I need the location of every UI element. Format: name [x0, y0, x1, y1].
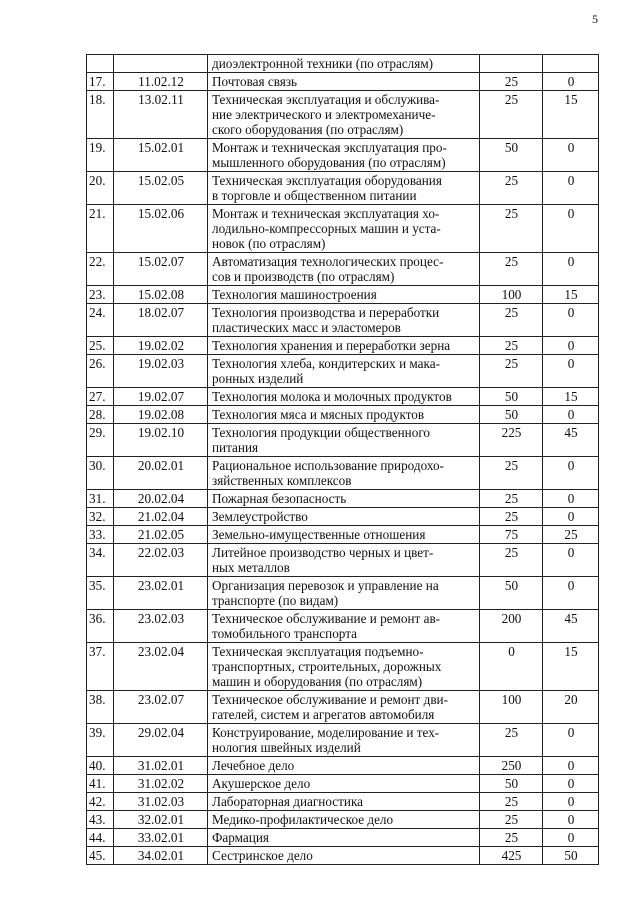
specialty-name: Организация перевозок и управление на транспорте (по видам): [208, 577, 480, 610]
row-number: 32.: [87, 508, 114, 526]
quota-value-secondary: 0: [543, 406, 599, 424]
row-number: 35.: [87, 577, 114, 610]
specialty-name: Медико-профилактическое дело: [208, 811, 480, 829]
row-number: 38.: [87, 691, 114, 724]
specialty-code: 31.02.03: [114, 793, 208, 811]
specialty-code: 29.02.04: [114, 724, 208, 757]
specialty-name: Техническое обслуживание и ремонт ав- томобильного транспорта: [208, 610, 480, 643]
specialty-name: Почтовая связь: [208, 73, 480, 91]
table-row: [87, 508, 599, 526]
quota-value: 25: [480, 544, 543, 577]
row-number: 36.: [87, 610, 114, 643]
quota-value-secondary: 45: [543, 424, 599, 457]
specialty-name: Фармация: [208, 829, 480, 847]
row-number: 44.: [87, 829, 114, 847]
specialty-code: 32.02.01: [114, 811, 208, 829]
quota-value-secondary: 0: [543, 490, 599, 508]
row-number: 30.: [87, 457, 114, 490]
quota-value: [480, 55, 543, 73]
table-row: [87, 643, 599, 691]
quota-value: 50: [480, 775, 543, 793]
quota-value-secondary: 0: [543, 544, 599, 577]
quota-value-secondary: 0: [543, 457, 599, 490]
row-number: 26.: [87, 355, 114, 388]
table-row: [87, 793, 599, 811]
quota-value: 25: [480, 253, 543, 286]
quota-value-secondary: 50: [543, 847, 599, 865]
specialties-table: [86, 54, 599, 865]
specialty-code: 19.02.02: [114, 337, 208, 355]
quota-value: 25: [480, 811, 543, 829]
specialty-code: 19.02.10: [114, 424, 208, 457]
quota-value: 100: [480, 691, 543, 724]
page-number: 5: [592, 12, 598, 26]
quota-value: 25: [480, 205, 543, 253]
quota-value: 50: [480, 139, 543, 172]
quota-value-secondary: 0: [543, 724, 599, 757]
quota-value-secondary: 0: [543, 577, 599, 610]
row-number: 17.: [87, 73, 114, 91]
quota-value-secondary: 0: [543, 775, 599, 793]
specialty-code: 18.02.07: [114, 304, 208, 337]
quota-value: 425: [480, 847, 543, 865]
quota-value-secondary: 0: [543, 793, 599, 811]
specialty-name: Технология производства и переработки пластических масс и эластомеров: [208, 304, 480, 337]
table-row: [87, 337, 599, 355]
specialty-code: 22.02.03: [114, 544, 208, 577]
specialty-code: [114, 55, 208, 73]
quota-value: 200: [480, 610, 543, 643]
row-number: 27.: [87, 388, 114, 406]
specialty-name: Лабораторная диагностика: [208, 793, 480, 811]
specialty-name: Монтаж и техническая эксплуатация про- мышленного оборудования (по отраслям): [208, 139, 480, 172]
specialty-name: Техническое обслуживание и ремонт дви- гателей, систем и агрегатов автомобиля: [208, 691, 480, 724]
specialty-name: диоэлектронной техники (по отраслям): [208, 55, 480, 73]
quota-value: 25: [480, 91, 543, 139]
quota-value-secondary: 25: [543, 526, 599, 544]
specialty-code: 13.02.11: [114, 91, 208, 139]
table-row: [87, 205, 599, 253]
specialty-name: Автоматизация технологических процес- сов и производств (по отраслям): [208, 253, 480, 286]
table-row: [87, 829, 599, 847]
specialty-code: 33.02.01: [114, 829, 208, 847]
quota-value-secondary: 15: [543, 91, 599, 139]
quota-value-secondary: 0: [543, 304, 599, 337]
table-row: [87, 73, 599, 91]
specialty-name: Акушерское дело: [208, 775, 480, 793]
specialty-name: Монтаж и техническая эксплуатация хо- лодильно-компрессорных машин и уста- новок (по отраслям): [208, 205, 480, 253]
row-number: 25.: [87, 337, 114, 355]
quota-value-secondary: [543, 55, 599, 73]
row-number: 18.: [87, 91, 114, 139]
specialty-name: Технология мяса и мясных продуктов: [208, 406, 480, 424]
specialty-code: 11.02.12: [114, 73, 208, 91]
table-row: [87, 577, 599, 610]
specialty-name: Техническая эксплуатация оборудования в торговле и общественном питании: [208, 172, 480, 205]
specialty-code: 23.02.03: [114, 610, 208, 643]
specialty-code: 21.02.05: [114, 526, 208, 544]
quota-value: 25: [480, 172, 543, 205]
specialty-name: Пожарная безопасность: [208, 490, 480, 508]
table-row: [87, 139, 599, 172]
row-number: 41.: [87, 775, 114, 793]
specialty-code: 15.02.08: [114, 286, 208, 304]
specialty-code: 34.02.01: [114, 847, 208, 865]
quota-value-secondary: 0: [543, 172, 599, 205]
specialty-code: 21.02.04: [114, 508, 208, 526]
specialty-code: 15.02.05: [114, 172, 208, 205]
specialty-code: 15.02.06: [114, 205, 208, 253]
specialty-code: 23.02.01: [114, 577, 208, 610]
quota-value: 25: [480, 355, 543, 388]
table-row: [87, 775, 599, 793]
row-number: 21.: [87, 205, 114, 253]
quota-value-secondary: 20: [543, 691, 599, 724]
quota-value-secondary: 45: [543, 610, 599, 643]
quota-value-secondary: 0: [543, 757, 599, 775]
specialty-name: Технология машиностроения: [208, 286, 480, 304]
specialty-name: Литейное производство черных и цвет- ных металлов: [208, 544, 480, 577]
specialty-name: Технология продукции общественного питания: [208, 424, 480, 457]
quota-value: 50: [480, 406, 543, 424]
quota-value-secondary: 15: [543, 388, 599, 406]
table-row: [87, 91, 599, 139]
row-number: 23.: [87, 286, 114, 304]
table-row: [87, 304, 599, 337]
specialty-code: 15.02.01: [114, 139, 208, 172]
quota-value: 75: [480, 526, 543, 544]
specialty-name: Сестринское дело: [208, 847, 480, 865]
quota-value-secondary: 0: [543, 829, 599, 847]
row-number: 31.: [87, 490, 114, 508]
quota-value: 250: [480, 757, 543, 775]
specialty-name: Техническая эксплуатация подъемно- транспортных, строительных, дорожных машин и оборудования (по отраслям): [208, 643, 480, 691]
quota-value: 25: [480, 793, 543, 811]
row-number: 40.: [87, 757, 114, 775]
row-number: 33.: [87, 526, 114, 544]
quota-value: 225: [480, 424, 543, 457]
quota-value-secondary: 0: [543, 253, 599, 286]
specialty-name: Техническая эксплуатация и обслужива- ние электрического и электромеханиче- ского оборудования (по отраслям): [208, 91, 480, 139]
row-number: 29.: [87, 424, 114, 457]
specialty-code: 19.02.07: [114, 388, 208, 406]
specialty-code: 20.02.04: [114, 490, 208, 508]
specialty-code: 20.02.01: [114, 457, 208, 490]
quota-value: 25: [480, 724, 543, 757]
quota-value: 25: [480, 508, 543, 526]
specialty-name: Конструирование, моделирование и тех- нология швейных изделий: [208, 724, 480, 757]
table-row: [87, 406, 599, 424]
table-row: [87, 610, 599, 643]
quota-value: 0: [480, 643, 543, 691]
row-number: [87, 55, 114, 73]
table-row: [87, 757, 599, 775]
specialty-name: Земельно-имущественные отношения: [208, 526, 480, 544]
specialty-code: 23.02.07: [114, 691, 208, 724]
specialty-code: 31.02.02: [114, 775, 208, 793]
specialty-code: 31.02.01: [114, 757, 208, 775]
specialty-name: Землеустройство: [208, 508, 480, 526]
table-row: [87, 286, 599, 304]
row-number: 34.: [87, 544, 114, 577]
table-row: [87, 457, 599, 490]
table-row: [87, 388, 599, 406]
quota-value: 25: [480, 304, 543, 337]
quota-value-secondary: 0: [543, 205, 599, 253]
quota-value: 25: [480, 337, 543, 355]
table-row: [87, 55, 599, 73]
specialty-name: Технология хлеба, кондитерских и мака- ронных изделий: [208, 355, 480, 388]
quota-value: 50: [480, 577, 543, 610]
quota-value-secondary: 0: [543, 355, 599, 388]
table-row: [87, 172, 599, 205]
table-row: [87, 811, 599, 829]
row-number: 19.: [87, 139, 114, 172]
specialty-code: 19.02.08: [114, 406, 208, 424]
table-row: [87, 724, 599, 757]
table-row: [87, 355, 599, 388]
specialties-table-body: [87, 55, 599, 865]
table-row: [87, 691, 599, 724]
row-number: 37.: [87, 643, 114, 691]
table-row: [87, 847, 599, 865]
table-row: [87, 490, 599, 508]
specialty-code: 19.02.03: [114, 355, 208, 388]
table-row: [87, 253, 599, 286]
quota-value-secondary: 0: [543, 811, 599, 829]
row-number: 24.: [87, 304, 114, 337]
specialty-code: 23.02.04: [114, 643, 208, 691]
quota-value: 100: [480, 286, 543, 304]
quota-value: 25: [480, 457, 543, 490]
specialty-name: Технология хранения и переработки зерна: [208, 337, 480, 355]
quota-value: 50: [480, 388, 543, 406]
specialty-code: 15.02.07: [114, 253, 208, 286]
row-number: 22.: [87, 253, 114, 286]
row-number: 39.: [87, 724, 114, 757]
quota-value-secondary: 15: [543, 286, 599, 304]
quota-value-secondary: 0: [543, 73, 599, 91]
quota-value: 25: [480, 829, 543, 847]
specialty-name: Рациональное использование природохо- зяйственных комплексов: [208, 457, 480, 490]
row-number: 42.: [87, 793, 114, 811]
quota-value-secondary: 15: [543, 643, 599, 691]
quota-value-secondary: 0: [543, 337, 599, 355]
quota-value-secondary: 0: [543, 139, 599, 172]
quota-value-secondary: 0: [543, 508, 599, 526]
row-number: 45.: [87, 847, 114, 865]
quota-value: 25: [480, 490, 543, 508]
specialty-name: Лечебное дело: [208, 757, 480, 775]
quota-value: 25: [480, 73, 543, 91]
specialty-name: Технология молока и молочных продуктов: [208, 388, 480, 406]
table-row: [87, 544, 599, 577]
row-number: 43.: [87, 811, 114, 829]
row-number: 28.: [87, 406, 114, 424]
table-row: [87, 526, 599, 544]
table-row: [87, 424, 599, 457]
row-number: 20.: [87, 172, 114, 205]
